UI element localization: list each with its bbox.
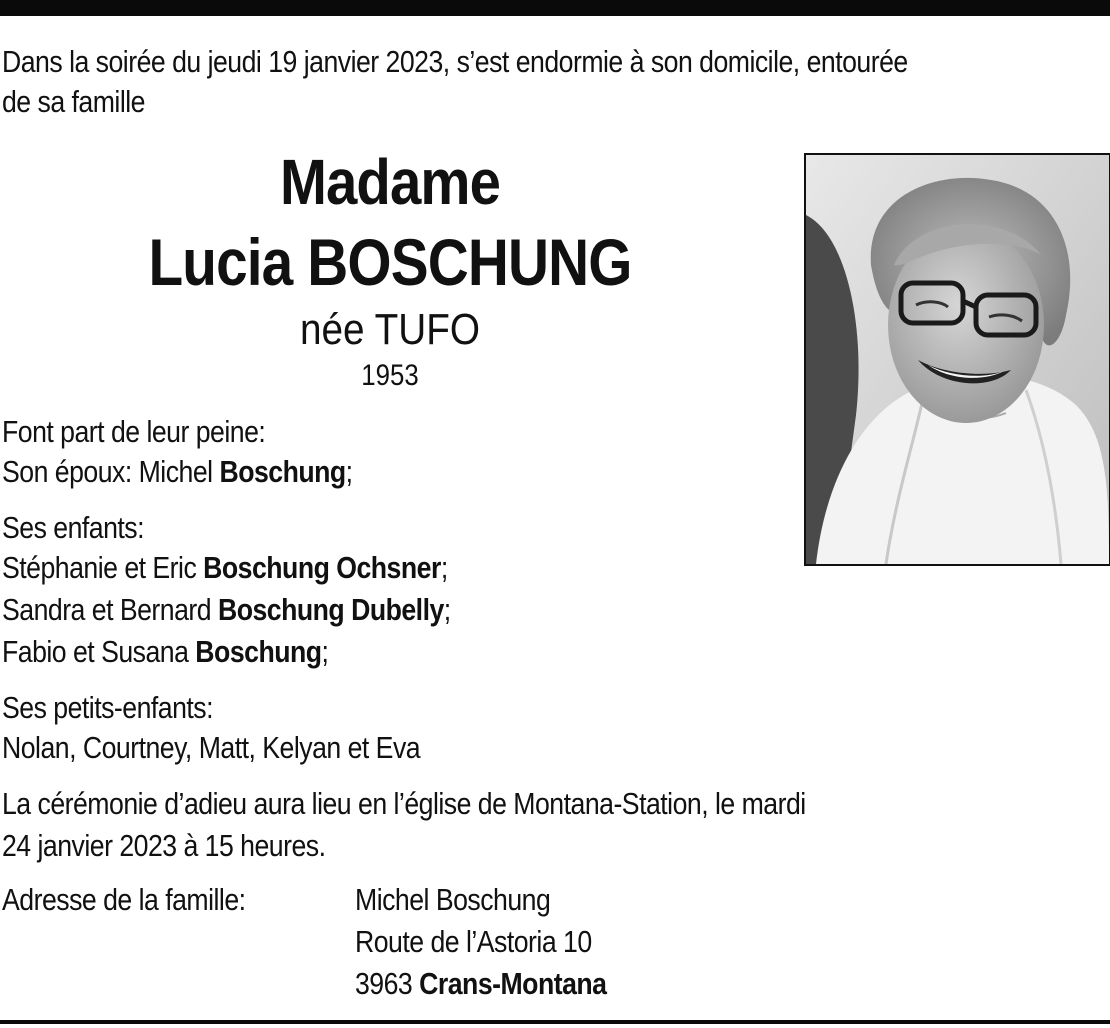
child-suffix: ; — [440, 550, 448, 585]
spouse-surname: Boschung — [219, 454, 346, 489]
spouse-prefix: Son époux: Michel — [2, 454, 220, 489]
address-city-line — [355, 964, 606, 1004]
children-heading: Ses enfants: — [2, 510, 145, 545]
address-name: Michel Boschung — [355, 882, 551, 917]
intro-line-2: de sa famille — [2, 84, 145, 119]
child-surname: Boschung Dubelly — [217, 592, 444, 627]
top-rule — [0, 0, 1110, 16]
mourners-heading: Font part de leur peine: — [2, 414, 266, 449]
deceased-title: Madame — [279, 146, 501, 218]
deceased-name: Lucia BOSCHUNG — [148, 225, 632, 299]
spouse-suffix: ; — [345, 454, 353, 489]
address-street: Route de l’Astoria 10 — [355, 924, 592, 959]
address-postcode: 3963 — [355, 966, 420, 1001]
child-row — [2, 548, 448, 588]
child-suffix: ; — [321, 634, 329, 669]
child-suffix: ; — [443, 592, 451, 627]
child-surname: Boschung Ochsner — [203, 550, 441, 585]
child-names: Stéphanie et Eric — [2, 550, 204, 585]
grandchildren-names: Nolan, Courtney, Matt, Kelyan et Eva — [2, 730, 421, 765]
address-city: Crans-Montana — [419, 966, 607, 1001]
maiden-name: née TUFO — [299, 305, 481, 354]
ceremony-line-2: 24 janvier 2023 à 15 heures. — [2, 828, 326, 863]
ceremony-line-1: La cérémonie d’adieu aura lieu en l’église de Montana-Station, le mardi — [2, 786, 806, 821]
portrait-photo — [804, 153, 1110, 566]
birth-year: 1953 — [361, 359, 419, 392]
child-names: Fabio et Susana — [2, 634, 196, 669]
child-row — [2, 590, 451, 630]
child-row — [2, 632, 328, 672]
bottom-rule — [0, 1020, 1110, 1024]
intro-line-1: Dans la soirée du jeudi 19 janvier 2023, s’est endormie à son domicile, entourée — [2, 44, 908, 79]
child-names: Sandra et Bernard — [2, 592, 218, 627]
spouse-line — [2, 452, 353, 492]
address-label: Adresse de la famille: — [2, 882, 246, 917]
child-surname: Boschung — [195, 634, 322, 669]
grandchildren-heading: Ses petits-enfants: — [2, 690, 214, 725]
portrait-illustration — [806, 155, 1109, 564]
